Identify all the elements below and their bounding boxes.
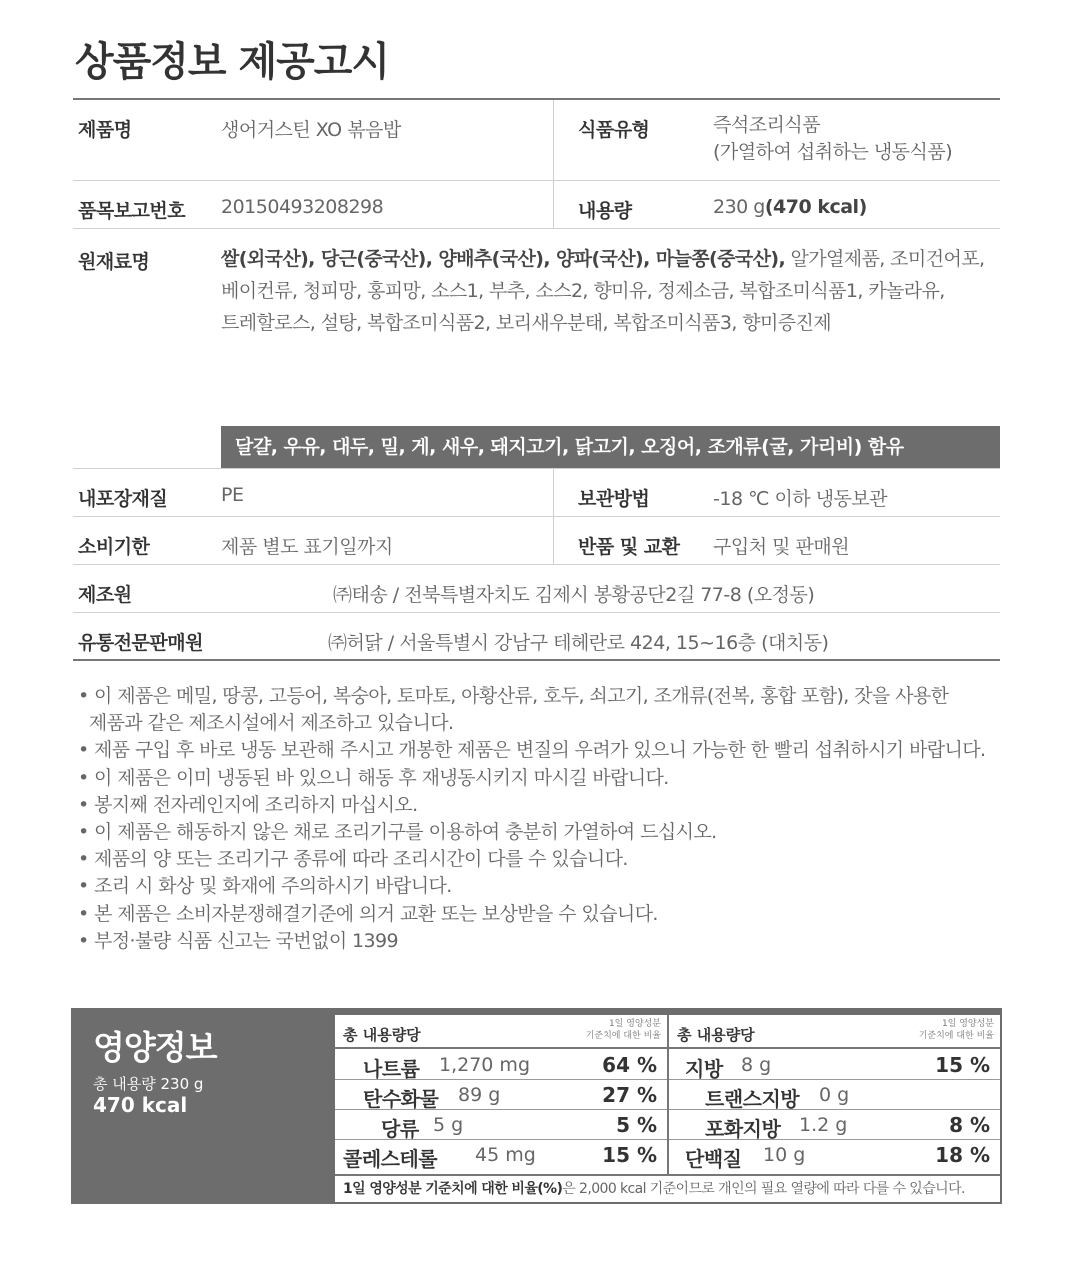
ingredients-line3: 트레할로스, 설탕, 복합조미식품2, 보리새우분태, 복합조미식품3, 향미증진제 <box>221 312 831 334</box>
caution-notes <box>78 683 1038 955</box>
note-item: • 본 제품은 소비자분쟁해결기준에 의거 교환 또는 보상받을 수 있습니다. <box>78 902 658 925</box>
nutrient-name: 단백질 <box>685 1147 742 1171</box>
daily-value-header <box>586 1018 661 1042</box>
nutrition-panel <box>71 1008 1002 1204</box>
ingredients-line1-rest: 알가열제품, 조미건어포, <box>785 248 985 270</box>
row-divider <box>73 612 1000 613</box>
note-item: • 이 제품은 메밀, 땅콩, 고등어, 복숭아, 토마토, 아황산류, 호두, 쇠고기, 조개류(전복, 홍합 포함), 잣을 사용한 <box>78 685 949 707</box>
per-total-label: 총 내용량당 <box>343 1026 421 1044</box>
nutrition-title: 영양정보 <box>93 1028 217 1067</box>
note-item: • 제품 구입 후 바로 냉동 보관해 주시고 개봉한 제품은 변질의 우려가 있으니 가능한 한 빨리 섭취하시기 바랍니다. <box>78 739 986 762</box>
dv-header-line2: 기준치에 대한 비율 <box>585 1031 661 1041</box>
nutrition-header <box>335 1015 667 1049</box>
nutrient-name: 콜레스테롤 <box>343 1147 438 1171</box>
content-kcal: (470 kcal) <box>764 196 867 218</box>
ingredients-line2: 베이컨류, 청피망, 홍피망, 소스1, 부추, 소스2, 향미유, 정제소금, 복합조미식품1, 카놀라유, <box>221 280 945 302</box>
footnote-rest: 은 2,000 kcal 기준이므로 개인의 필요 열량에 따라 다를 수 있습니다. <box>562 1181 965 1197</box>
ingredients-origin-bold: 쌀(외국산), 당근(중국산), 양배추(국산), 양파(국산), 마늘쫑(중국산), <box>221 248 786 270</box>
manufacturer-value: ㈜태송 / 전북특별자치도 김제시 봉황공단2길 77-8 (오정동) <box>333 584 815 606</box>
content-label: 내용량 <box>578 200 632 222</box>
product-name-value: 생어거스틴 XO 볶음밥 <box>221 119 401 141</box>
row-divider <box>73 516 1000 517</box>
nutrient-percent: 15 % <box>602 1143 657 1167</box>
nutrition-table <box>335 1015 1000 1174</box>
per-total-label: 총 내용량당 <box>677 1026 755 1044</box>
nutrient-percent: 27 % <box>602 1083 657 1107</box>
table-bottom-rule <box>73 659 1000 661</box>
note-item: • 봉지째 전자레인지에 조리하지 마십시오. <box>78 793 418 816</box>
product-name-label: 제품명 <box>78 119 132 141</box>
nutrition-column-right <box>669 1015 1000 1174</box>
nutrient-percent: 18 % <box>935 1143 990 1167</box>
allergen-banner: 달걀, 우유, 대두, 밀, 게, 새우, 돼지고기, 닭고기, 오징어, 조개류(굴, 가리비) 함유 <box>221 426 1000 468</box>
report-number-label: 품목보고번호 <box>78 200 186 222</box>
note-item: • 제품의 양 또는 조리기구 종류에 따라 조리시간이 다를 수 있습니다. <box>78 848 628 871</box>
content-value <box>713 196 867 218</box>
nutrient-name: 나트륨 <box>363 1057 420 1081</box>
nutrient-row <box>669 1141 1000 1170</box>
nutrient-row <box>335 1081 667 1110</box>
content-weight: 230 g <box>713 196 765 218</box>
distributor-label: 유통전문판매원 <box>78 632 203 654</box>
nutrient-percent: 64 % <box>602 1053 657 1077</box>
nutrient-amount: 89 g <box>458 1084 501 1106</box>
nutrition-header <box>669 1015 1000 1049</box>
page-title: 상품정보 제공고시 <box>75 39 390 85</box>
nutrient-row <box>669 1051 1000 1080</box>
nutrient-amount: 5 g <box>433 1114 464 1136</box>
note-item: • 이 제품은 해동하지 않은 채로 조리기구를 이용하여 충분히 가열하여 드십시오. <box>78 821 717 844</box>
nutrient-row <box>335 1141 667 1170</box>
nutrition-kcal: 470 kcal <box>93 1093 188 1117</box>
nutrient-percent: 15 % <box>935 1053 990 1077</box>
nutrient-row <box>669 1081 1000 1110</box>
row-divider <box>73 228 1000 229</box>
packaging-label: 내포장재질 <box>78 488 168 510</box>
nutrient-amount: 0 g <box>819 1084 850 1106</box>
nutrient-percent: 5 % <box>616 1113 657 1137</box>
footnote-bold: 1일 영양성분 기준치에 대한 비율(%) <box>343 1181 563 1197</box>
nutrition-total: 총 내용량 230 g <box>93 1075 204 1093</box>
column-divider <box>553 100 554 228</box>
food-type-label: 식품유형 <box>578 119 650 141</box>
nutrition-column-left <box>335 1015 667 1174</box>
food-type-value <box>713 112 952 166</box>
dv-header-line2: 기준치에 대한 비율 <box>918 1031 994 1041</box>
storage-value: -18 ℃ 이하 냉동보관 <box>713 488 888 510</box>
storage-label: 보관방법 <box>578 488 650 510</box>
expiry-value: 제품 별도 표기일까지 <box>221 536 393 558</box>
nutrient-name: 당류 <box>381 1117 419 1141</box>
nutrient-amount: 45 mg <box>475 1144 536 1166</box>
nutrient-name: 포화지방 <box>705 1117 781 1141</box>
note-item: • 이 제품은 이미 냉동된 바 있으니 해동 후 재냉동시키지 마시길 바랍니다. <box>78 766 669 789</box>
row-divider <box>73 564 1000 565</box>
food-type-line2: (가열하여 섭취하는 냉동식품) <box>713 141 953 163</box>
note-item: • 부정·불량 식품 신고는 국번없이 1399 <box>78 929 399 952</box>
ingredients-label: 원재료명 <box>78 251 150 273</box>
nutrient-percent: 8 % <box>949 1113 990 1137</box>
food-type-line1: 즉석조리식품 <box>713 114 821 136</box>
distributor-value: ㈜허닭 / 서울특별시 강남구 테헤란로 424, 15~16층 (대치동) <box>328 632 829 654</box>
packaging-value: PE <box>221 484 244 506</box>
nutrient-amount: 8 g <box>741 1054 772 1076</box>
nutrient-row <box>669 1111 1000 1140</box>
nutrient-name: 지방 <box>685 1057 723 1081</box>
dv-header-line1: 1일 영양성분 <box>941 1019 994 1029</box>
nutrient-row <box>335 1051 667 1080</box>
nutrient-amount: 10 g <box>763 1144 806 1166</box>
dv-header-line1: 1일 영양성분 <box>608 1019 661 1029</box>
row-divider <box>73 468 1000 469</box>
row-divider <box>73 180 1000 181</box>
nutrient-amount: 1,270 mg <box>439 1054 531 1076</box>
report-number-value: 20150493208298 <box>221 196 384 218</box>
manufacturer-label: 제조원 <box>78 584 132 606</box>
expiry-label: 소비기한 <box>78 536 150 558</box>
ingredients-value <box>221 243 1001 339</box>
daily-value-header <box>919 1018 994 1042</box>
note-item: 제품과 같은 제조시설에서 제조하고 있습니다. <box>78 712 454 735</box>
return-label: 반품 및 교환 <box>578 536 680 558</box>
nutrient-row <box>335 1111 667 1140</box>
return-value: 구입처 및 판매원 <box>713 536 850 558</box>
nutrient-name: 트랜스지방 <box>705 1087 800 1111</box>
note-item: • 조리 시 화상 및 화재에 주의하시기 바랍니다. <box>78 875 452 898</box>
table-top-rule <box>73 98 1000 100</box>
nutrition-footnote <box>335 1174 1000 1202</box>
nutrient-amount: 1.2 g <box>799 1114 848 1136</box>
nutrient-name: 탄수화물 <box>363 1087 439 1111</box>
